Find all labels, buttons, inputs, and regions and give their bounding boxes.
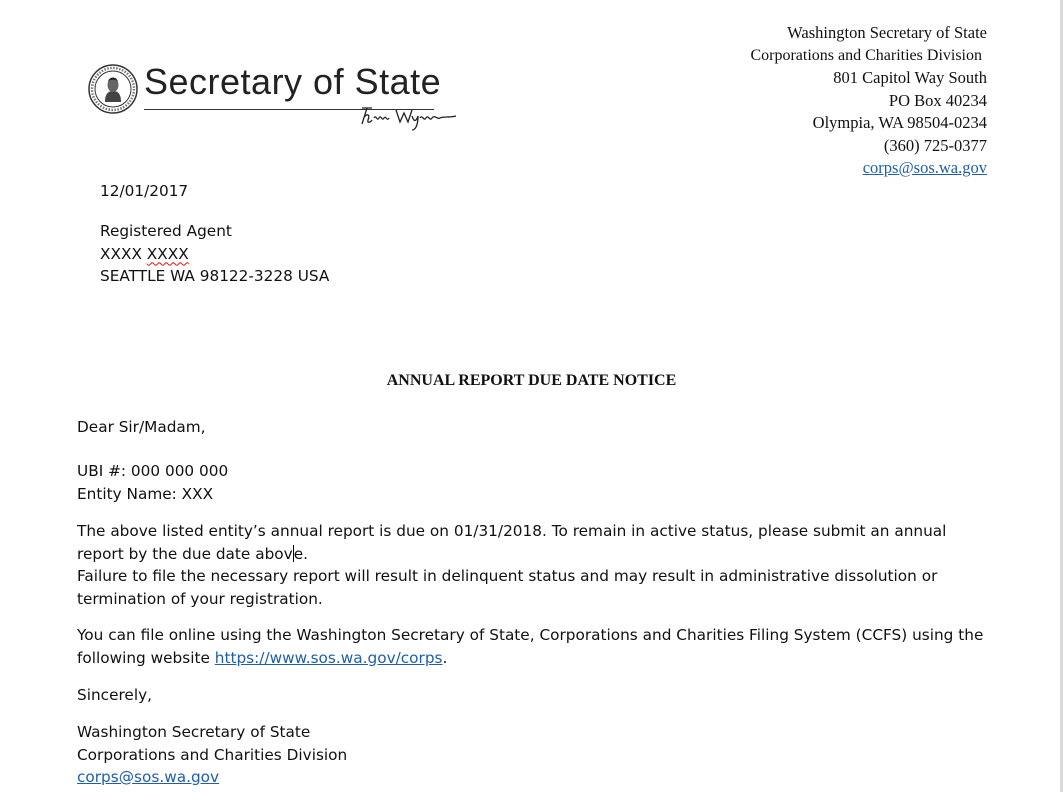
signoff-line: Washington Secretary of State bbox=[77, 723, 311, 741]
recipient-line: SEATTLE WA 98122-3228 USA bbox=[100, 267, 330, 285]
notice-heading: ANNUAL REPORT DUE DATE NOTICE bbox=[386, 372, 677, 389]
state-seal-icon bbox=[88, 64, 138, 114]
closing: Sincerely, bbox=[77, 686, 153, 704]
paragraph-line: termination of your registration. bbox=[77, 589, 323, 608]
paragraph-line: The above listed entity’s annual report is due on 01/31/2018. To remain in active status, please submit an annual bbox=[77, 522, 947, 540]
letter-date: 12/01/2017 bbox=[100, 182, 189, 200]
paragraph-line: following website https://www.sos.wa.gov/corps. bbox=[77, 648, 448, 667]
ccfs-website-link[interactable]: https://www.sos.wa.gov/corps bbox=[214, 648, 443, 667]
salutation: Dear Sir/Madam, bbox=[77, 418, 206, 436]
recipient-block bbox=[100, 220, 329, 288]
paragraph-line: report by the due date above. bbox=[77, 544, 308, 563]
address-line: PO Box 40234 bbox=[888, 90, 987, 110]
online-filing-paragraph bbox=[77, 624, 987, 669]
paragraph-line: You can file online using the Washington Secretary of State, Corporations and Charities Filing System (CCFS) using the bbox=[77, 626, 984, 644]
sender-address-block bbox=[750, 22, 987, 180]
recipient-line: Registered Agent bbox=[100, 222, 232, 240]
spellcheck-underline[interactable]: XXXX bbox=[146, 244, 189, 263]
email-link[interactable]: corps@sos.wa.gov bbox=[862, 158, 987, 177]
address-line: Corporations and Charities Division bbox=[750, 46, 982, 64]
ubi-number: UBI #: 000 000 000 bbox=[77, 462, 229, 480]
address-line: Washington Secretary of State bbox=[787, 23, 987, 42]
due-date-paragraph bbox=[77, 520, 987, 610]
paragraph-line: Failure to file the necessary report will result in delinquent status and may result in administrative dissolution or bbox=[77, 567, 938, 585]
address-line: (360) 725-0377 bbox=[883, 135, 987, 155]
address-line: 801 Capitol Way South bbox=[833, 68, 987, 87]
entity-name: Entity Name: XXX bbox=[77, 484, 214, 503]
entity-info bbox=[77, 460, 987, 505]
signoff-line: Corporations and Charities Division bbox=[77, 745, 348, 764]
recipient-name: XXXX XXXX bbox=[100, 244, 189, 263]
logo-title: Secretary of State bbox=[144, 61, 442, 102]
signoff-block bbox=[77, 721, 987, 789]
signature-image bbox=[356, 98, 466, 132]
secretary-of-state-logo bbox=[88, 62, 468, 132]
address-line: Olympia, WA 98504-0234 bbox=[812, 113, 987, 132]
signoff-email-link[interactable]: corps@sos.wa.gov bbox=[77, 768, 220, 786]
